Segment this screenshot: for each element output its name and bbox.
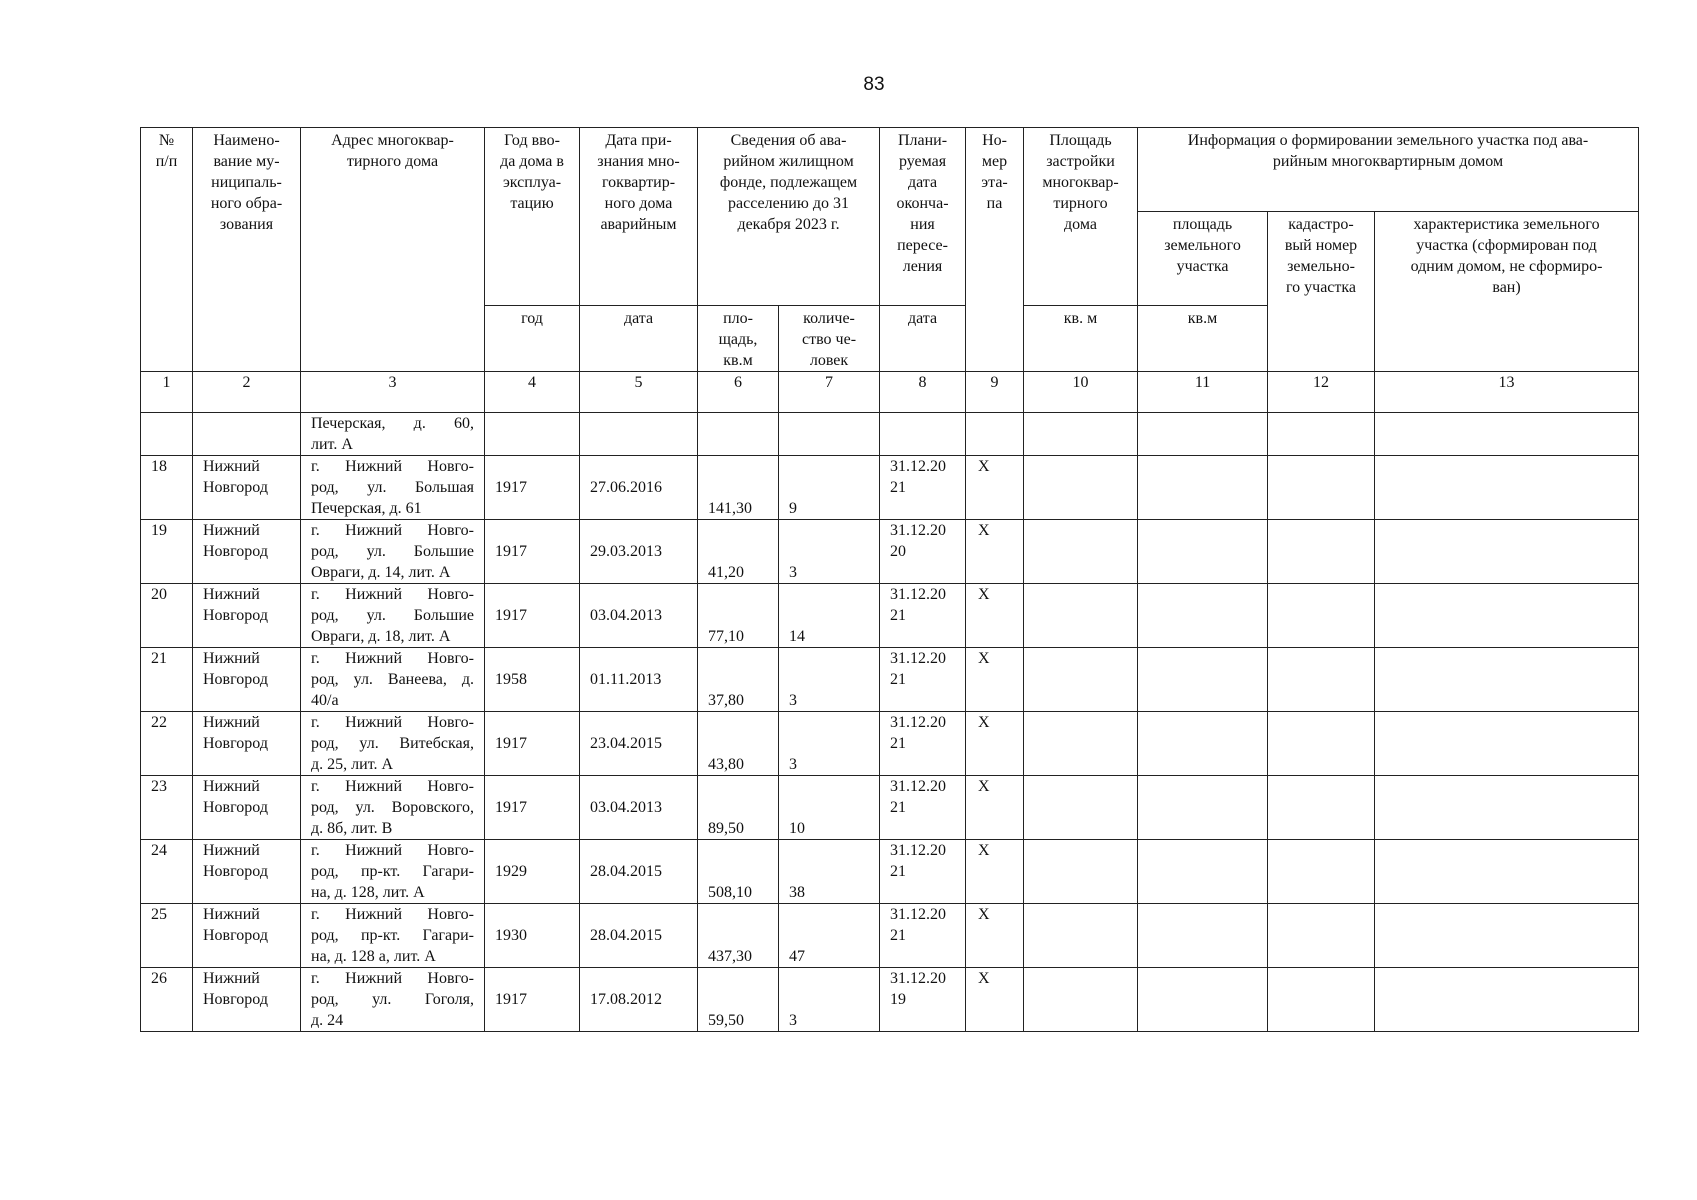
row-address: г. Нижний Новго- род, ул. Ванеева, д. 40/а — [301, 648, 485, 712]
row-building-area — [1024, 968, 1138, 1032]
column-number: 11 — [1138, 372, 1268, 413]
row-cadastral-number — [1268, 456, 1375, 520]
row-land-characteristics — [1375, 712, 1639, 776]
row-people: 38 — [779, 840, 880, 904]
row-planned-end-date: 31.12.20 19 — [880, 968, 966, 1032]
row-land-characteristics — [1375, 456, 1639, 520]
row-building-area — [1024, 520, 1138, 584]
unit-end-date: дата — [880, 306, 966, 372]
row-year: 1917 — [485, 520, 580, 584]
row-stage: X — [966, 648, 1024, 712]
column-number: 2 — [193, 372, 301, 413]
row-planned-end-date: 31.12.20 21 — [880, 904, 966, 968]
header-year: Год вво- да дома в эксплуа- тацию — [485, 128, 580, 306]
row-land-characteristics — [1375, 648, 1639, 712]
header-land-characteristics: характеристика земельного участка (сформирован под одним домом, не сформиро- ван) — [1375, 212, 1639, 372]
unit-building-area: кв. м — [1024, 306, 1138, 372]
table-row — [141, 840, 1639, 904]
row-number: 26 — [141, 968, 193, 1032]
row-number: 19 — [141, 520, 193, 584]
row-address: г. Нижний Новго- род, ул. Воровского, д. 8б, лит. В — [301, 776, 485, 840]
row-people: 14 — [779, 584, 880, 648]
row-land-characteristics — [1375, 584, 1639, 648]
row-recognition-date: 23.04.2015 — [580, 712, 698, 776]
row-address: г. Нижний Новго- род, ул. Большие Овраги, д. 14, лит. А — [301, 520, 485, 584]
row-cadastral-number — [1268, 648, 1375, 712]
row-land-characteristics — [1375, 520, 1639, 584]
row-stage: X — [966, 840, 1024, 904]
row-year: 1917 — [485, 968, 580, 1032]
row-land-characteristics — [1375, 968, 1639, 1032]
header-building-area: Площадь застройки многоквар- тирного дома — [1024, 128, 1138, 306]
row-address: г. Нижний Новго- род, пр-кт. Гагари- на, д. 128, лит. А — [301, 840, 485, 904]
row-building-area — [1024, 584, 1138, 648]
row-number: 18 — [141, 456, 193, 520]
row-cadastral-number — [1268, 968, 1375, 1032]
row-recognition-date: 01.11.2013 — [580, 648, 698, 712]
row-land-area — [1138, 968, 1268, 1032]
row-municipality: Нижний Новгород — [193, 520, 301, 584]
table-row — [141, 520, 1639, 584]
header-planned-end-date: Плани- руемая дата оконча- ния пересе- ления — [880, 128, 966, 306]
table-header — [141, 128, 1639, 413]
row-cadastral-number — [1268, 584, 1375, 648]
row-building-area — [1024, 904, 1138, 968]
row-municipality: Нижний Новгород — [193, 968, 301, 1032]
row-number: 22 — [141, 712, 193, 776]
row-cadastral-number — [1268, 520, 1375, 584]
row-land-characteristics — [1375, 840, 1639, 904]
row-recognition-date: 03.04.2013 — [580, 776, 698, 840]
row-municipality: Нижний Новгород — [193, 840, 301, 904]
table-row — [141, 904, 1639, 968]
continuation-row — [141, 413, 1639, 456]
row-people: 3 — [779, 712, 880, 776]
row-land-area — [1138, 520, 1268, 584]
row-area: 437,30 — [698, 904, 779, 968]
table-row — [141, 968, 1639, 1032]
row-area: 41,20 — [698, 520, 779, 584]
row-area: 141,30 — [698, 456, 779, 520]
row-land-area — [1138, 456, 1268, 520]
row-area: 37,80 — [698, 648, 779, 712]
row-number: 20 — [141, 584, 193, 648]
column-number: 12 — [1268, 372, 1375, 413]
row-address: г. Нижний Новго- род, пр-кт. Гагари- на, д. 128 а, лит. А — [301, 904, 485, 968]
row-planned-end-date: 31.12.20 21 — [880, 840, 966, 904]
row-address: г. Нижний Новго- род, ул. Большие Овраги, д. 18, лит. А — [301, 584, 485, 648]
row-stage: X — [966, 968, 1024, 1032]
row-year: 1917 — [485, 584, 580, 648]
row-municipality: Нижний Новгород — [193, 456, 301, 520]
row-area: 89,50 — [698, 776, 779, 840]
row-land-area — [1138, 904, 1268, 968]
row-stage: X — [966, 520, 1024, 584]
header-number: № п/п — [141, 128, 193, 372]
unit-people: количе- ство че- ловек — [779, 306, 880, 372]
row-number: 21 — [141, 648, 193, 712]
row-area: 77,10 — [698, 584, 779, 648]
column-number: 5 — [580, 372, 698, 413]
row-area: 508,10 — [698, 840, 779, 904]
row-address: г. Нижний Новго- род, ул. Витебская, д. 25, лит. А — [301, 712, 485, 776]
column-number: 9 — [966, 372, 1024, 413]
row-stage: X — [966, 904, 1024, 968]
column-number: 7 — [779, 372, 880, 413]
row-address: г. Нижний Новго- род, ул. Большая Печерская, д. 61 — [301, 456, 485, 520]
page-number: 83 — [863, 74, 885, 95]
row-stage: X — [966, 712, 1024, 776]
row-land-area — [1138, 776, 1268, 840]
row-number: 23 — [141, 776, 193, 840]
row-planned-end-date: 31.12.20 21 — [880, 456, 966, 520]
row-recognition-date: 28.04.2015 — [580, 840, 698, 904]
header-emergency-fund: Сведения об ава- рийном жилищном фонде, подлежащем расселению до 31 декабря 2023 г. — [698, 128, 880, 306]
row-year: 1929 — [485, 840, 580, 904]
row-land-characteristics — [1375, 776, 1639, 840]
row-area: 59,50 — [698, 968, 779, 1032]
row-area: 43,80 — [698, 712, 779, 776]
row-recognition-date: 29.03.2013 — [580, 520, 698, 584]
column-number: 6 — [698, 372, 779, 413]
column-number: 1 — [141, 372, 193, 413]
row-stage: X — [966, 456, 1024, 520]
row-year: 1917 — [485, 456, 580, 520]
unit-land-area: кв.м — [1138, 306, 1268, 372]
row-year: 1958 — [485, 648, 580, 712]
column-numbers-row — [141, 372, 1639, 413]
row-people: 3 — [779, 648, 880, 712]
row-people: 47 — [779, 904, 880, 968]
header-land-info: Информация о формировании земельного участка под ава- рийным многоквартирным домом — [1138, 128, 1639, 212]
row-year: 1930 — [485, 904, 580, 968]
row-year: 1917 — [485, 776, 580, 840]
column-number: 3 — [301, 372, 485, 413]
row-building-area — [1024, 840, 1138, 904]
unit-year: год — [485, 306, 580, 372]
row-number: 25 — [141, 904, 193, 968]
row-building-area — [1024, 456, 1138, 520]
row-municipality: Нижний Новгород — [193, 904, 301, 968]
row-cadastral-number — [1268, 904, 1375, 968]
row-recognition-date: 17.08.2012 — [580, 968, 698, 1032]
row-land-area — [1138, 840, 1268, 904]
header-land-area: площадь земельного участка — [1138, 212, 1268, 306]
row-land-area — [1138, 648, 1268, 712]
unit-area: пло- щадь, кв.м — [698, 306, 779, 372]
header-stage: Но- мер эта- па — [966, 128, 1024, 372]
column-number: 10 — [1024, 372, 1138, 413]
column-number: 8 — [880, 372, 966, 413]
unit-date: дата — [580, 306, 698, 372]
row-land-area — [1138, 584, 1268, 648]
row-number: 24 — [141, 840, 193, 904]
row-building-area — [1024, 648, 1138, 712]
row-planned-end-date: 31.12.20 21 — [880, 648, 966, 712]
table-row — [141, 456, 1639, 520]
row-municipality: Нижний Новгород — [193, 776, 301, 840]
row-stage: X — [966, 776, 1024, 840]
row-planned-end-date: 31.12.20 20 — [880, 520, 966, 584]
column-number: 13 — [1375, 372, 1639, 413]
table-body — [141, 413, 1639, 1032]
continuation-address: Печерская, д. 60, лит. А — [301, 413, 485, 456]
row-municipality: Нижний Новгород — [193, 584, 301, 648]
row-recognition-date: 27.06.2016 — [580, 456, 698, 520]
header-cadastral-number: кадастро- вый номер земельно- го участка — [1268, 212, 1375, 372]
table-row — [141, 712, 1639, 776]
row-municipality: Нижний Новгород — [193, 712, 301, 776]
table-row — [141, 776, 1639, 840]
row-people: 9 — [779, 456, 880, 520]
row-building-area — [1024, 712, 1138, 776]
row-recognition-date: 03.04.2013 — [580, 584, 698, 648]
row-building-area — [1024, 776, 1138, 840]
row-recognition-date: 28.04.2015 — [580, 904, 698, 968]
row-planned-end-date: 31.12.20 21 — [880, 584, 966, 648]
row-land-area — [1138, 712, 1268, 776]
row-planned-end-date: 31.12.20 21 — [880, 712, 966, 776]
row-planned-end-date: 31.12.20 21 — [880, 776, 966, 840]
table-row — [141, 648, 1639, 712]
row-cadastral-number — [1268, 840, 1375, 904]
row-stage: X — [966, 584, 1024, 648]
row-people: 10 — [779, 776, 880, 840]
header-municipality: Наимено- вание му- ниципаль- ного обра- зования — [193, 128, 301, 372]
row-people: 3 — [779, 968, 880, 1032]
header-address: Адрес многоквар- тирного дома — [301, 128, 485, 372]
row-cadastral-number — [1268, 712, 1375, 776]
row-address: г. Нижний Новго- род, ул. Гоголя, д. 24 — [301, 968, 485, 1032]
row-municipality: Нижний Новгород — [193, 648, 301, 712]
row-cadastral-number — [1268, 776, 1375, 840]
row-land-characteristics — [1375, 904, 1639, 968]
emergency-housing-table — [140, 127, 1639, 1032]
table-row — [141, 584, 1639, 648]
column-number: 4 — [485, 372, 580, 413]
header-recognition-date: Дата при- знания мно- гоквартир- ного дома аварийным — [580, 128, 698, 306]
row-people: 3 — [779, 520, 880, 584]
row-year: 1917 — [485, 712, 580, 776]
